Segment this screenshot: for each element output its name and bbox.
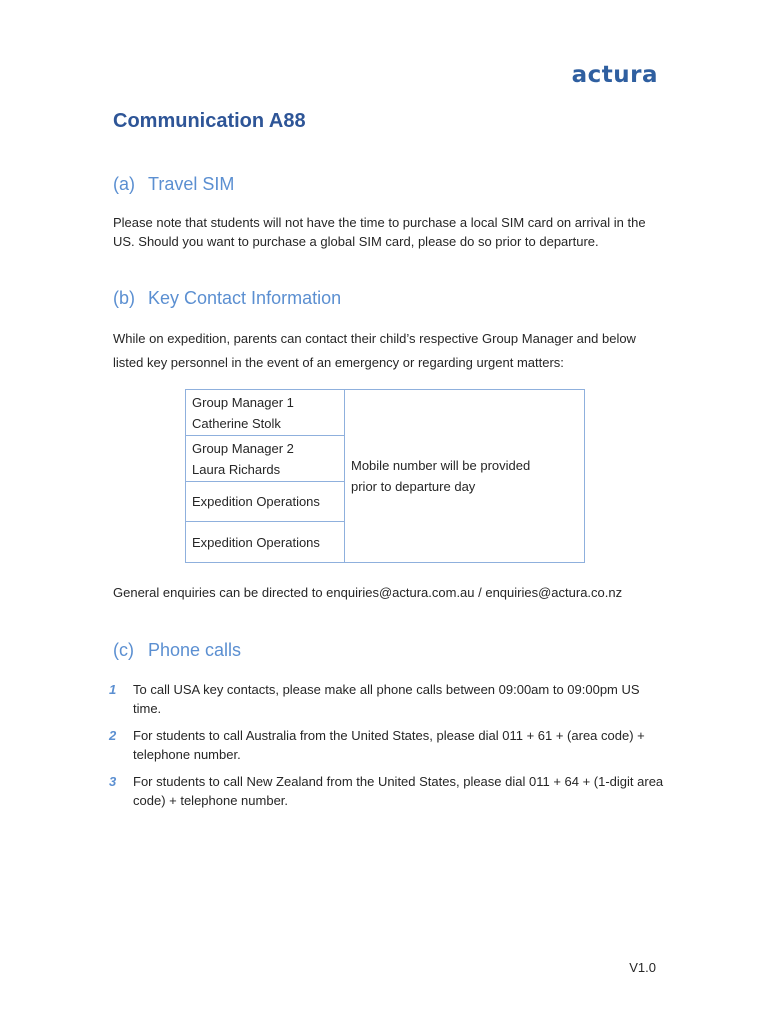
contact-cell (186, 436, 345, 482)
section-letter: (c) (113, 640, 134, 660)
mobile-note-text: Mobile number will be provided prior to departure day (351, 458, 531, 494)
page-title: Communication A88 (113, 110, 306, 132)
contact-role: Group Manager 2 (192, 440, 294, 456)
section-title: Travel SIM (148, 174, 235, 194)
general-enquiries: General enquiries can be directed to enquiries@actura.com.au / enquiries@actura.co.nz (113, 585, 623, 600)
travel-sim-paragraph: Please note that students will not have the time to purchase a local SIM card on arrival in the US. Should you want to purchase a global SIM card, please do so prior to departure. (113, 215, 646, 249)
section-letter: (b) (113, 288, 135, 308)
section-title: Key Contact Information (148, 288, 342, 308)
list-item-text: To call USA key contacts, please make all phone calls between 09:00am to 09:00pm US time. (133, 682, 640, 716)
key-contacts-table (185, 389, 585, 563)
contact-cell (186, 522, 345, 563)
table-row (186, 390, 585, 436)
section-heading-key-contacts (113, 288, 341, 309)
phone-calls-list (108, 680, 668, 818)
contact-role: Expedition Operations (192, 494, 320, 509)
list-item (108, 726, 668, 764)
list-number: 3 (109, 774, 117, 789)
list-item-text: For students to call Australia from the United States, please dial 011 + 61 + (area code) + telephone number. (133, 728, 645, 762)
section-heading-phone-calls (113, 640, 241, 661)
list-item (108, 772, 668, 810)
contact-cell (186, 482, 345, 522)
document-version: V1.0 (629, 960, 656, 975)
section-letter: (a) (113, 174, 135, 194)
contact-name: Laura Richards (192, 461, 281, 477)
section-heading-travel-sim (113, 174, 234, 195)
list-number: 2 (109, 728, 117, 743)
contact-role: Expedition Operations (192, 534, 320, 550)
contact-cell (186, 390, 345, 436)
section-title: Phone calls (148, 640, 242, 660)
actura-logo: actura (571, 62, 658, 88)
list-number: 1 (109, 682, 117, 697)
contact-name: Catherine Stolk (192, 415, 281, 431)
contact-role: Group Manager 1 (192, 394, 294, 410)
key-contacts-intro: While on expedition, parents can contact their child’s respective Group Manager and below listed key personnel in the event of an emergency or regarding urgent matters: (113, 331, 636, 370)
mobile-number-note (345, 390, 585, 563)
list-item (108, 680, 668, 718)
list-item-text: For students to call New Zealand from the United States, please dial 011 + 64 + (1-digit area code) + telephone number. (133, 774, 664, 808)
